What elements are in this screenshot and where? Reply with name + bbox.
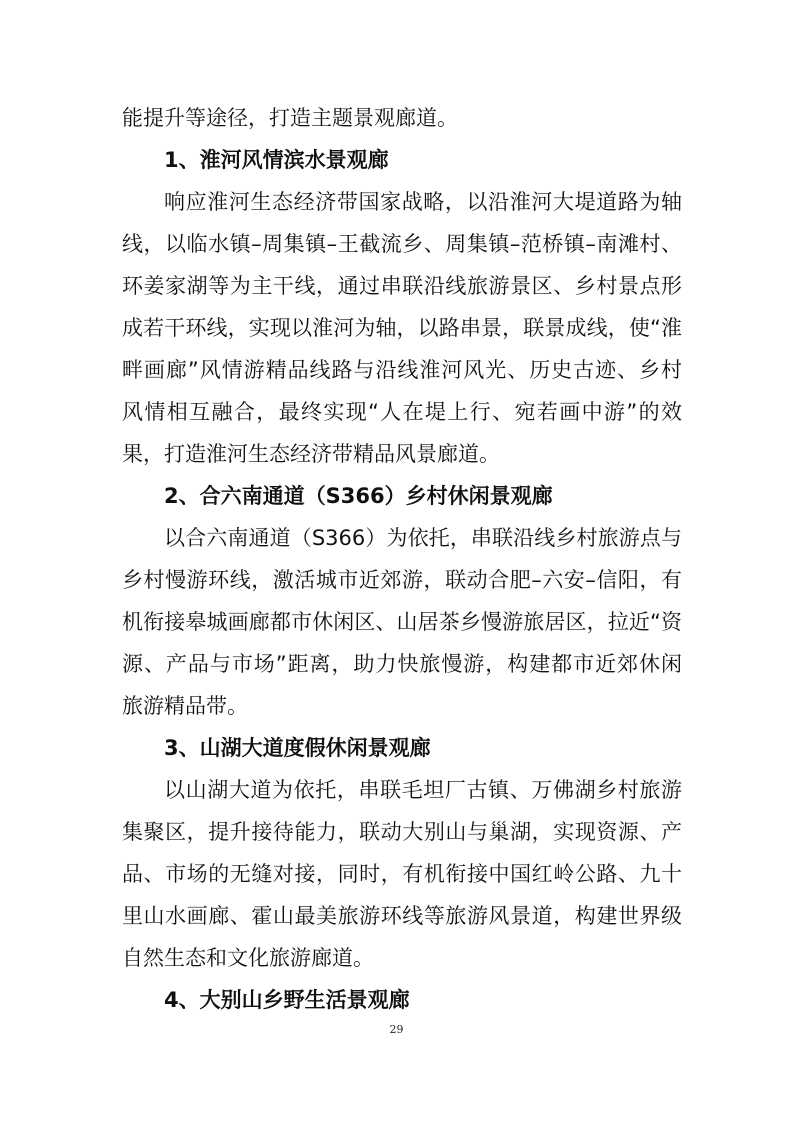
paragraph-line: 机衔接皋城画廊都市休闲区、山居茶乡慢游旅居区，拉近“资 bbox=[122, 610, 682, 634]
paragraph-line: 能提升等途径，打造主题景观廊道。 bbox=[122, 106, 458, 130]
paragraph-line: 风情相互融合，最终实现“人在堤上行、宛若画中游”的效 bbox=[122, 400, 682, 424]
section-heading-1: 1、淮河风情滨水景观廊 bbox=[164, 148, 389, 172]
section-heading-3: 3、山湖大道度假休闲景观廊 bbox=[164, 736, 431, 760]
paragraph-line: 品、市场的无缝对接，同时，有机衔接中国红岭公路、九十 bbox=[122, 862, 682, 886]
paragraph-line: 畔画廊”风情游精品线路与沿线淮河风光、历史古迹、乡村 bbox=[122, 358, 682, 382]
paragraph-line: 以合六南通道（S366）为依托，串联沿线乡村旅游点与 bbox=[164, 526, 682, 550]
paragraph-line: 环姜家湖等为主干线，通过串联沿线旅游景区、乡村景点形 bbox=[122, 274, 682, 298]
paragraph-line: 以山湖大道为依托，串联毛坦厂古镇、万佛湖乡村旅游 bbox=[164, 778, 682, 802]
paragraph-line: 源、产品与市场”距离，助力快旅慢游，构建都市近郊休闲 bbox=[122, 652, 682, 676]
paragraph-line: 里山水画廊、霍山最美旅游环线等旅游风景道，构建世界级 bbox=[122, 904, 682, 928]
paragraph-line: 成若干环线，实现以淮河为轴，以路串景，联景成线，使“淮 bbox=[122, 316, 682, 340]
section-heading-4: 4、大别山乡野生活景观廊 bbox=[164, 988, 410, 1012]
paragraph-line: 响应淮河生态经济带国家战略，以沿淮河大堤道路为轴 bbox=[164, 190, 682, 214]
paragraph-line: 果，打造淮河生态经济带精品风景廊道。 bbox=[122, 442, 500, 466]
paragraph-line: 线，以临水镇–周集镇–王截流乡、周集镇–范桥镇–南滩村、 bbox=[122, 232, 682, 256]
page-number: 29 bbox=[389, 1023, 404, 1036]
paragraph-line: 集聚区，提升接待能力，联动大别山与巢湖，实现资源、产 bbox=[122, 820, 682, 844]
paragraph-line: 自然生态和文化旅游廊道。 bbox=[122, 946, 374, 970]
paragraph-line: 乡村慢游环线，激活城市近郊游，联动合肥–六安–信阳，有 bbox=[122, 568, 682, 592]
paragraph-line: 旅游精品带。 bbox=[122, 694, 248, 718]
section-heading-2: 2、合六南通道（S366）乡村休闲景观廊 bbox=[164, 484, 553, 508]
